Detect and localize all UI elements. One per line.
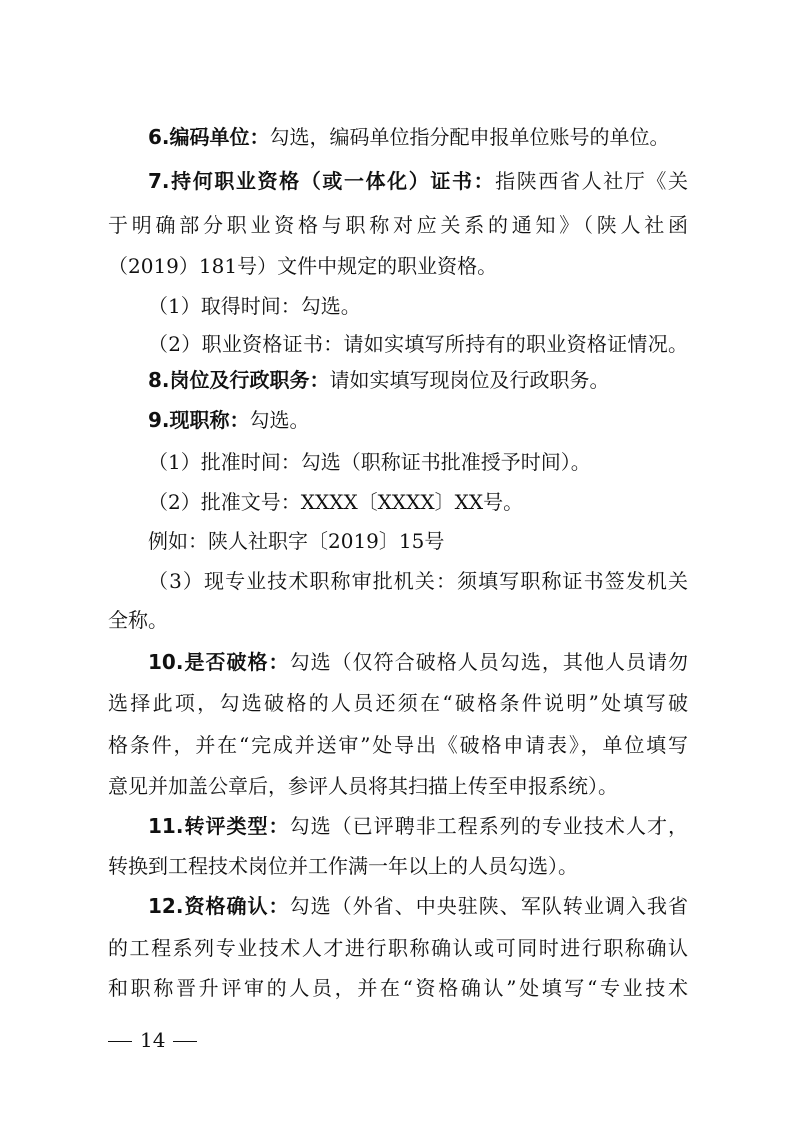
- item-10-text-line1: 勾选（仅符合破格人员勾选，其他人员请勿: [289, 650, 688, 674]
- item-7: [148, 167, 688, 195]
- item-6: [148, 123, 688, 151]
- item-10-line2: 选择此项，勾选破格的人员还须在“破格条件说明”处填写破: [108, 691, 688, 715]
- item-11: [148, 812, 688, 840]
- item-7-line2: 于明确部分职业资格与职称对应关系的通知》（陕人社函: [108, 213, 688, 237]
- item-10: [148, 648, 688, 676]
- footer-dash-left: [108, 1041, 132, 1042]
- item-7-heading: 7.持何职业资格（或一体化）证书：: [148, 169, 496, 193]
- item-8: [148, 366, 688, 394]
- item-9-sub2: （2）批准文号：XXXX〔XXXX〕XX号。: [148, 490, 524, 514]
- item-8-text: 请如实填写现岗位及行政职务。: [329, 368, 610, 392]
- page-number: 14: [140, 1028, 166, 1052]
- item-11-text-line1: 勾选（已评聘非工程系列的专业技术人才，: [289, 814, 688, 838]
- item-10-heading: 10.是否破格：: [148, 650, 290, 674]
- item-6-heading: 6.编码单位：: [148, 125, 270, 149]
- item-9-sub3-cont: 全称。: [108, 608, 168, 632]
- item-11-heading: 11.转评类型：: [148, 814, 290, 838]
- item-9-sub3: （3）现专业技术职称审批机关：须填写职称证书签发机关: [148, 569, 688, 593]
- item-12-text-line1: 勾选（外省、中央驻陕、军队转业调入我省: [289, 894, 688, 918]
- item-12: [148, 892, 688, 920]
- item-10-line3: 格条件，并在“完成并送审”处导出《破格申请表》，单位填写: [108, 733, 688, 757]
- item-11-line2: 转换到工程技术岗位并工作满一年以上的人员勾选）。: [108, 854, 578, 878]
- page-footer: [108, 1026, 197, 1054]
- item-9-sub1: （1）批准时间：勾选（职称证书批准授予时间）。: [148, 450, 591, 474]
- item-7-text-line1: 指陕西省人社厅《关: [495, 169, 688, 193]
- item-12-line2: 的工程系列专业技术人才进行职称确认或可同时进行职称确认: [108, 936, 688, 960]
- item-7-sub2: （2）职业资格证书：请如实填写所持有的职业资格证情况。: [148, 332, 688, 356]
- item-7-line3: （2019）181号）文件中规定的职业资格。: [108, 254, 498, 278]
- item-9-example: 例如：陕人社职字〔2019〕15号: [148, 529, 445, 553]
- item-9-heading: 9.现职称：: [148, 408, 250, 432]
- item-9-text: 勾选。: [249, 408, 310, 432]
- item-12-line3: 和职称晋升评审的人员，并在“资格确认”处填写“专业技术: [108, 976, 688, 1000]
- item-6-text: 勾选，编码单位指分配申报单位账号的单位。: [269, 125, 670, 149]
- item-10-line4: 意见并加盖公章后，参评人员将其扫描上传至申报系统）。: [108, 774, 618, 798]
- item-7-sub1: （1）取得时间：勾选。: [148, 294, 361, 318]
- item-9: [148, 406, 688, 434]
- item-8-heading: 8.岗位及行政职务：: [148, 368, 330, 392]
- item-12-heading: 12.资格确认：: [148, 894, 290, 918]
- footer-dash-right: [173, 1041, 197, 1042]
